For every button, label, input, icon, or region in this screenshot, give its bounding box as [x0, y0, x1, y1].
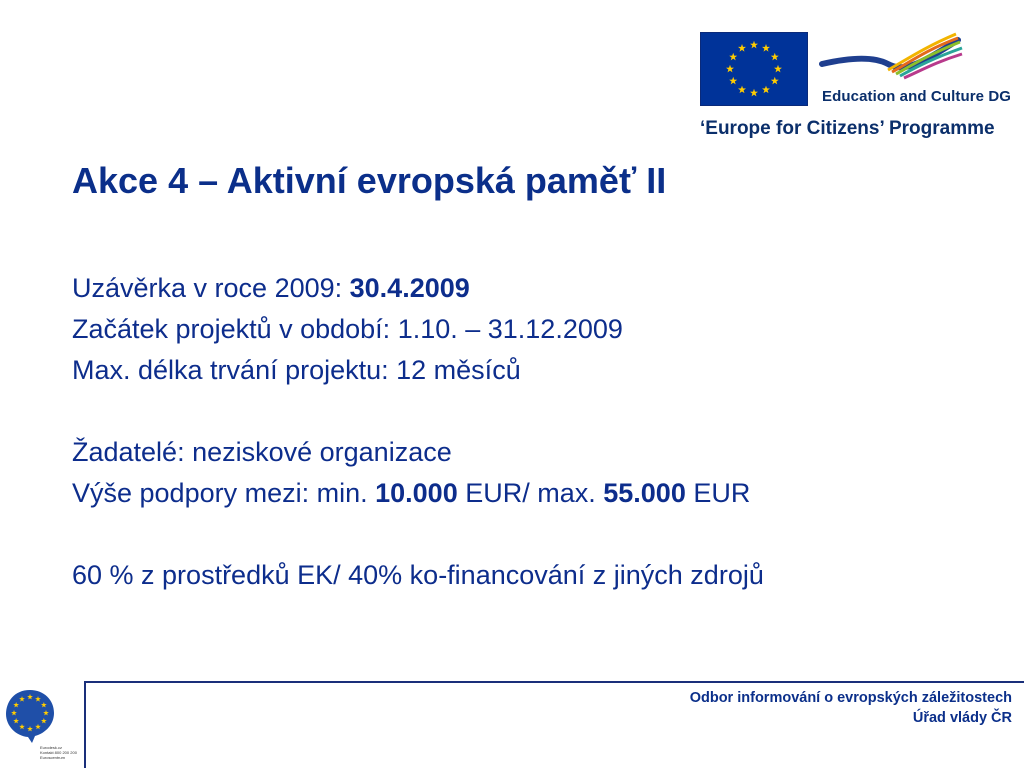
programme-label: ‘Europe for Citizens’ Programme — [700, 118, 995, 139]
europe-direct-line-3: Euroscentrum — [40, 755, 65, 760]
education-culture-dg-logo — [818, 30, 963, 88]
footer-dept: Odbor informování o evropských záležitostech — [689, 690, 1012, 706]
europe-direct-line-1: Eurodesk.cz — [40, 745, 63, 750]
europe-direct-line-2: Kontakt 800 200 200 — [40, 750, 77, 755]
eu-stars-icon — [701, 33, 807, 105]
footer-office: Úřad vlády ČR — [912, 710, 1012, 726]
applicants-line: Žadatelé: neziskové organizace — [72, 437, 452, 467]
footer-divider — [84, 681, 1024, 683]
support-line — [72, 473, 992, 514]
start-line: Začátek projektů v období: 1.10. – 31.12.2009 — [72, 314, 623, 344]
europe-direct-logo — [2, 686, 58, 744]
deadline-value: 30.4.2009 — [349, 273, 470, 303]
deadline-label: Uzávěrka v roce 2009: — [72, 273, 350, 303]
deadline-line — [72, 268, 992, 309]
europe-direct-caption — [40, 745, 77, 760]
support-max: 55.000 — [603, 478, 686, 508]
footer-text — [690, 688, 1012, 728]
footer-divider-vertical — [84, 681, 86, 768]
duration-line: Max. délka trvání projektu: 12 měsíců — [72, 355, 521, 385]
support-mid: EUR/ max. — [457, 478, 604, 508]
dg-label: Education and Culture DG — [822, 88, 1012, 105]
slide-title: Akce 4 – Aktivní evropská paměť II — [72, 160, 667, 201]
slide-body — [72, 268, 992, 596]
eu-flag-logo — [700, 32, 808, 106]
support-prefix: Výše podpory mezi: min. — [72, 478, 376, 508]
funding-line: 60 % z prostředků EK/ 40% ko-financování z jiných zdrojů — [72, 560, 764, 590]
support-suffix: EUR — [685, 478, 751, 508]
support-min: 10.000 — [375, 478, 458, 508]
